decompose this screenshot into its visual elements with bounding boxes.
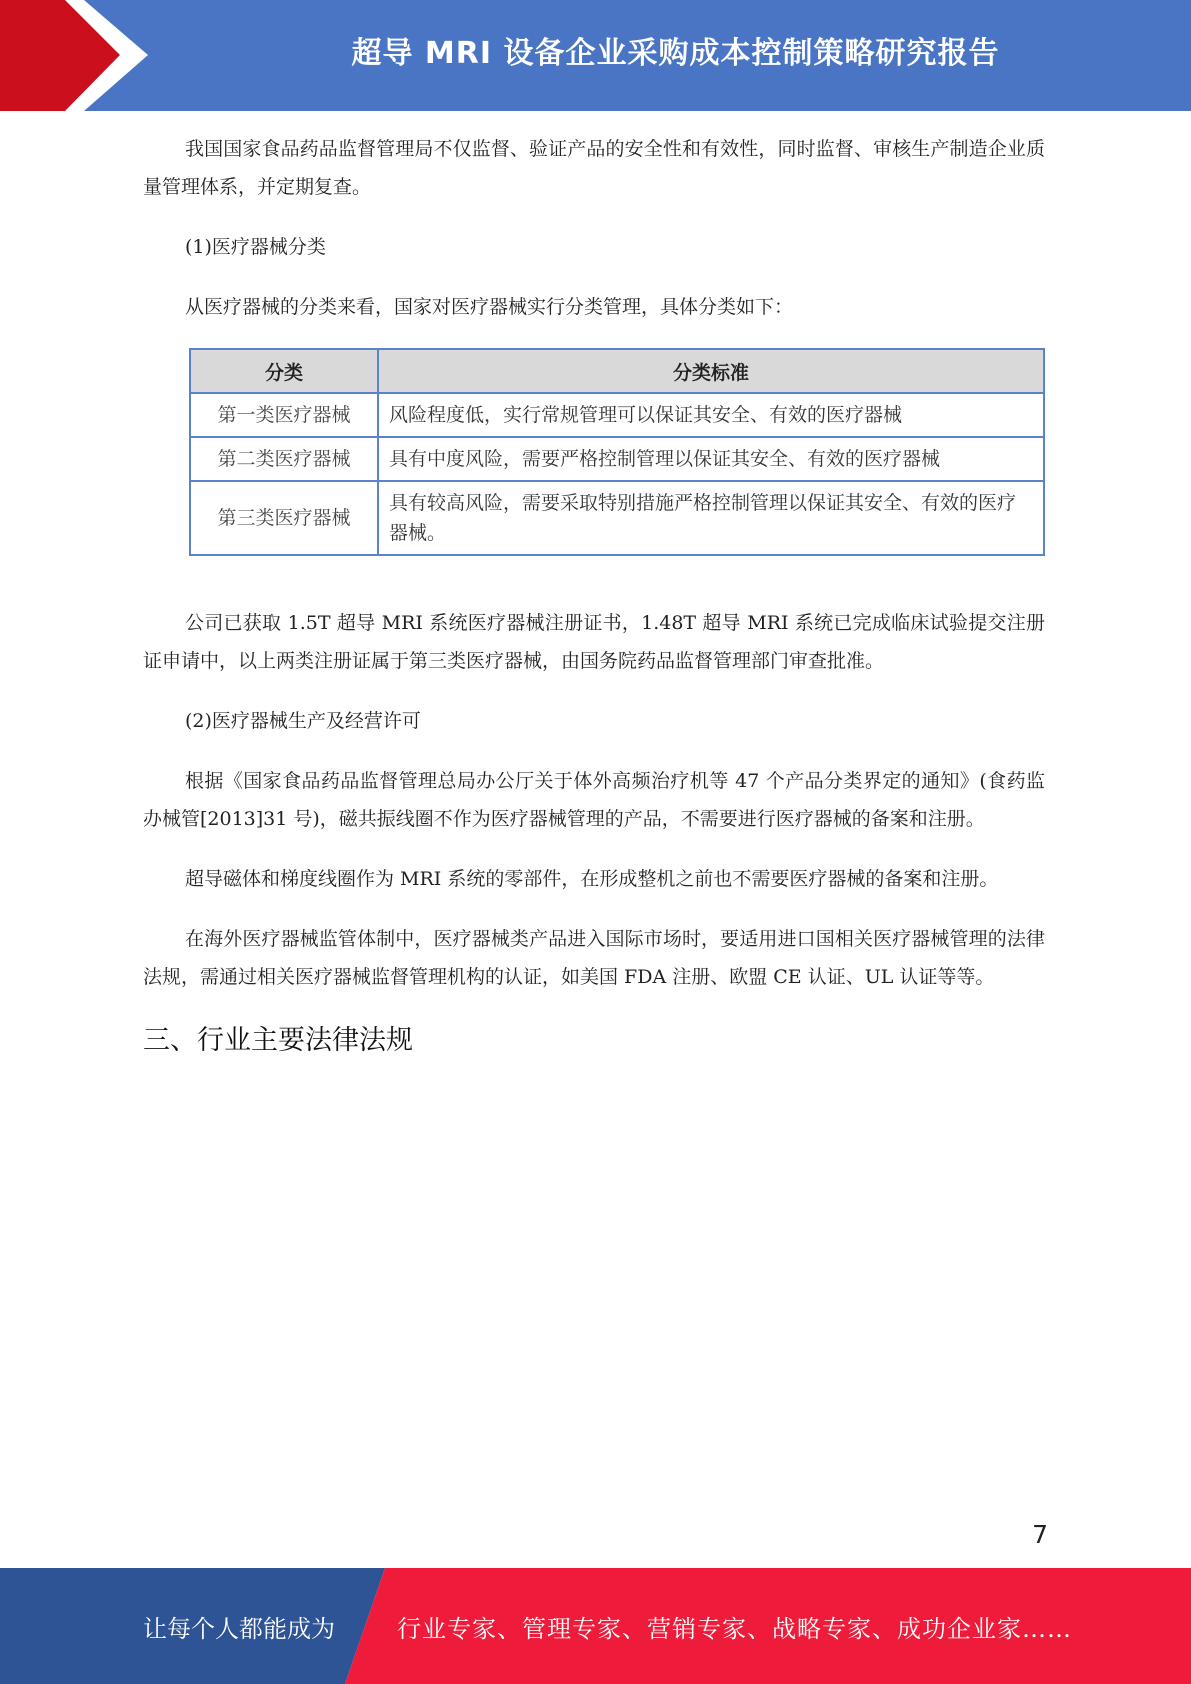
table-row xyxy=(190,437,1044,481)
footer-slogan-right: 行业专家、管理专家、营销专家、战略专家、成功企业家…… xyxy=(397,1614,1072,1643)
subheading-production-license: (2)医疗器械生产及经营许可 xyxy=(185,710,421,732)
table-header-category: 分类 xyxy=(190,349,378,393)
table-cell-standard: 风险程度低，实行常规管理可以保证其安全、有效的医疗器械 xyxy=(378,393,1044,437)
table-cell-category: 第三类医疗器械 xyxy=(190,481,378,555)
subheading-classification: (1)医疗器械分类 xyxy=(185,236,326,258)
page-footer xyxy=(0,1568,1191,1684)
table-cell-category: 第二类医疗器械 xyxy=(190,437,378,481)
paragraph-components: 超导磁体和梯度线圈作为 MRI 系统的零部件，在形成整机之前也不需要医疗器械的备案和注册。 xyxy=(185,868,999,890)
table-cell-standard: 具有较高风险，需要采取特别措施严格控制管理以保证其安全、有效的医疗器械。 xyxy=(378,481,1044,555)
page-header xyxy=(0,0,1191,111)
table-cell-category: 第一类医疗器械 xyxy=(190,393,378,437)
table-header-standard: 分类标准 xyxy=(378,349,1044,393)
footer-slogan-left: 让每个人都能成为 xyxy=(143,1614,335,1643)
paragraph-notice: 根据《国家食品药品监督管理总局办公厅关于体外高频治疗机等 47 个产品分类界定的通知》(食药监办械管[2013]31 号)，磁共振线圈不作为医疗器械管理的产品，不需要进行医疗器械的备案和注册。 xyxy=(143,770,1045,830)
table-header-row xyxy=(190,349,1044,393)
page-content xyxy=(143,130,1045,1057)
paragraph-classification-intro: 从医疗器械的分类来看，国家对医疗器械实行分类管理，具体分类如下： xyxy=(185,296,794,318)
table-cell-standard: 具有中度风险，需要严格控制管理以保证其安全、有效的医疗器械 xyxy=(378,437,1044,481)
classification-table-wrapper xyxy=(189,348,1045,556)
paragraph-overseas: 在海外医疗器械监管体制中，医疗器械类产品进入国际市场时，要适用进口国相关医疗器械管理的法律法规，需通过相关医疗器械监督管理机构的认证，如美国 FDA 注册、欧盟 CE 认证、UL 认证等等。 xyxy=(143,928,1045,988)
paragraph-registration: 公司已获取 1.5T 超导 MRI 系统医疗器械注册证书，1.48T 超导 MRI 系统已完成临床试验提交注册证申请中，以上两类注册证属于第三类医疗器械，由国务院药品监督管理部门审查批准。 xyxy=(143,612,1045,672)
page-number: 7 xyxy=(1032,1520,1048,1549)
report-title: 超导 MRI 设备企业采购成本控制策略研究报告 xyxy=(351,36,1000,71)
paragraph-regulation: 我国国家食品药品监督管理局不仅监督、验证产品的安全性和有效性，同时监督、审核生产制造企业质量管理体系，并定期复查。 xyxy=(143,138,1045,198)
header-chevron-decoration xyxy=(0,0,170,111)
section-heading: 三、行业主要法律法规 xyxy=(143,1025,413,1056)
classification-table xyxy=(189,348,1045,556)
table-row xyxy=(190,393,1044,437)
table-row xyxy=(190,481,1044,555)
